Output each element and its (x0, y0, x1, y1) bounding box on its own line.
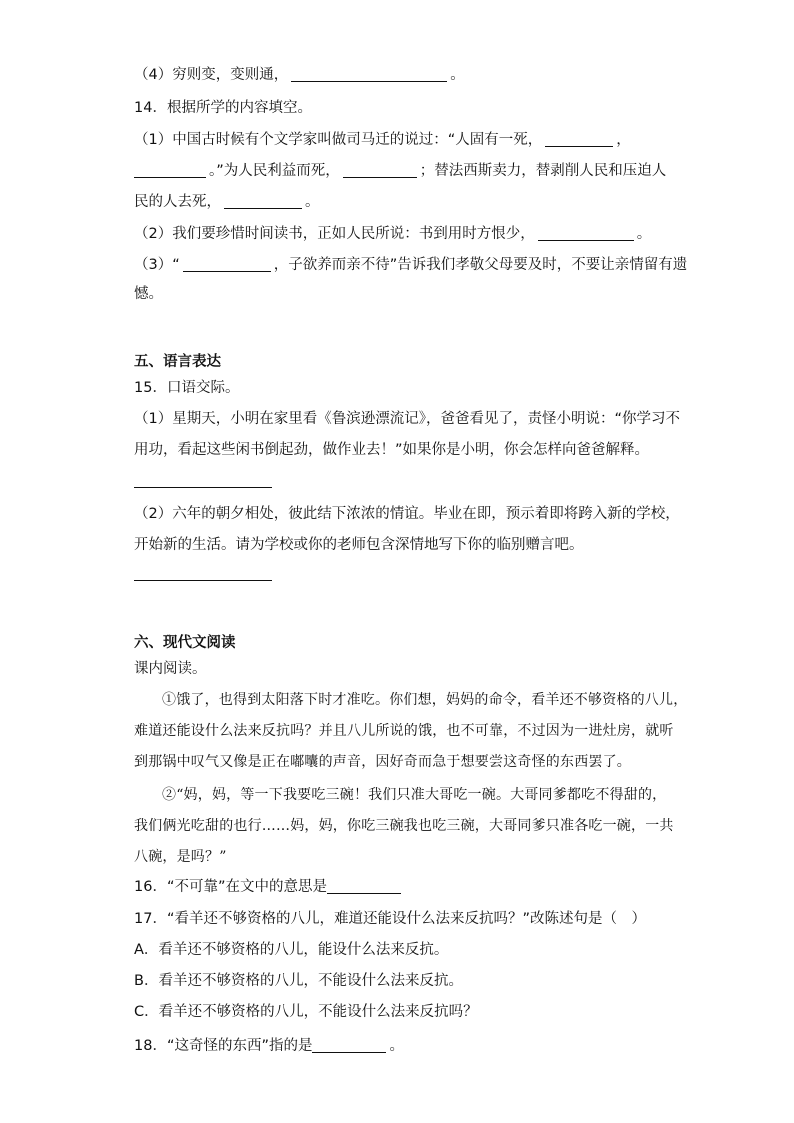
q14-1-text-b: ， (616, 132, 631, 148)
q14-1-text-d: ；替法西斯卖力，替剥削人民和压迫人 (419, 163, 667, 179)
q14-1-text-c: 。”为人民利益而死， (209, 163, 340, 179)
q17-option-c[interactable]: C．看羊还不够资格的八儿，不能设什么法来反抗吗？ (134, 1004, 478, 1020)
q16 (134, 877, 404, 897)
section-6-title: 六、现代文阅读 (134, 635, 236, 651)
q17-option-b[interactable]: B．看羊还不够资格的八儿，不能设什么法来反抗。 (134, 973, 463, 989)
q18-blank[interactable] (312, 1038, 386, 1053)
q14-3-text-b: ，子欲养而亲不待”告诉我们孝敬父母要及时，不要让亲情留有遗 (273, 257, 688, 273)
q18-end: 。 (389, 1038, 404, 1054)
q15-item-2-line-2: 开始新的生活。请为学校或你的老师包含深情地写下你的临别赠言吧。 (134, 537, 584, 553)
q15-1-answer-line[interactable] (134, 487, 272, 488)
q14-2-blank[interactable] (538, 226, 634, 241)
q14-2-text-b: 。 (636, 226, 652, 242)
q14-2-text-a: （2）我们要珍惜时间读书，正如人民所说：书到用时方恨少， (134, 226, 535, 242)
q14-1-text-a: （1）中国古时候有个文学家叫做司马迁的说过：“人固有一死， (134, 132, 543, 148)
q15-item-1-line-2: 用功，看起这些闲书倒起劲，做作业去！”如果你是小明，你会怎样向爸爸解释。 (134, 442, 650, 458)
q14-3-text-a: （3）“ (134, 257, 180, 273)
q16-text: 16．“不可靠”在文中的意思是 (134, 879, 327, 895)
q16-blank[interactable] (327, 879, 401, 894)
q17-option-a[interactable]: A．看羊还不够资格的八儿，能设什么法来反抗。 (134, 942, 449, 958)
passage-para-1-line-3: 到那锅中叹气又像是正在嘟囔的声音，因好奇而急于想要尝这奇怪的东西罢了。 (134, 754, 631, 770)
passage-para-2-line-2: 我们俩光吃甜的也行……妈，妈，你吃三碗我也吃三碗，大哥同爹只准各吃一碗，一共 (134, 818, 674, 834)
q15-title: 15．口语交际。 (134, 380, 240, 396)
section-5-title: 五、语言表达 (134, 354, 221, 370)
passage-para-2-line-1: ②“妈，妈，等一下我要吃三碗！我们只准大哥吃一碗。大哥同爹都吃不得甜的， (162, 787, 667, 803)
q13-item-4 (134, 65, 465, 85)
q14-item-1-line-3 (134, 192, 320, 212)
q14-1-text-f: 。 (305, 194, 320, 210)
q15-item-1-line-1: （1）星期天，小明在家里看《鲁滨逊漂流记》，爸爸看见了，责怪小明说：“你学习不 (134, 411, 680, 427)
passage-para-1-line-1: ①饿了，也得到太阳落下时才准吃。你们想，妈妈的命令，看羊还不够资格的八儿， (162, 692, 688, 708)
q14-1-blank-3[interactable] (343, 163, 417, 178)
passage-para-2-line-3: 八碗，是吗？” (134, 849, 227, 865)
q14-1-blank-2[interactable] (134, 163, 206, 178)
q15-item-2-line-1: （2）六年的朝夕相处，彼此结下浓浓的情谊。毕业在即，预示着即将跨入新的学校， (134, 506, 680, 522)
q14-3-blank[interactable] (183, 257, 271, 272)
q14-item-1-line-1 (134, 130, 631, 150)
q13-item-4-text: （4）穷则变，变则通， (134, 67, 289, 83)
q14-item-2 (134, 224, 651, 244)
q13-item-4-end: 。 (450, 67, 465, 83)
q14-item-1-line-2 (134, 161, 666, 181)
q14-1-blank-4[interactable] (224, 194, 302, 209)
q18-text: 18．“这奇怪的东西”指的是 (134, 1038, 313, 1054)
q14-item-3-line-1 (134, 255, 687, 275)
q14-title: 14．根据所学的内容填空。 (134, 100, 312, 116)
q14-1-text-e: 民的人去死， (134, 194, 221, 210)
reading-intro: 课内阅读。 (134, 661, 207, 677)
q14-1-blank-1[interactable] (545, 132, 613, 147)
q17-stem: 17．“看羊还不够资格的八儿，难道还能设什么法来反抗吗？”改陈述句是（ ） (134, 911, 646, 927)
q14-item-3-line-2: 憾。 (134, 286, 163, 302)
q13-4-blank[interactable] (291, 67, 447, 82)
q18 (134, 1036, 404, 1056)
q15-2-answer-line[interactable] (134, 580, 272, 581)
passage-para-1-line-2: 难道还能设什么法来反抗吗？并且八儿所说的饿，也不可靠，不过因为一进灶房，就听 (134, 723, 674, 739)
